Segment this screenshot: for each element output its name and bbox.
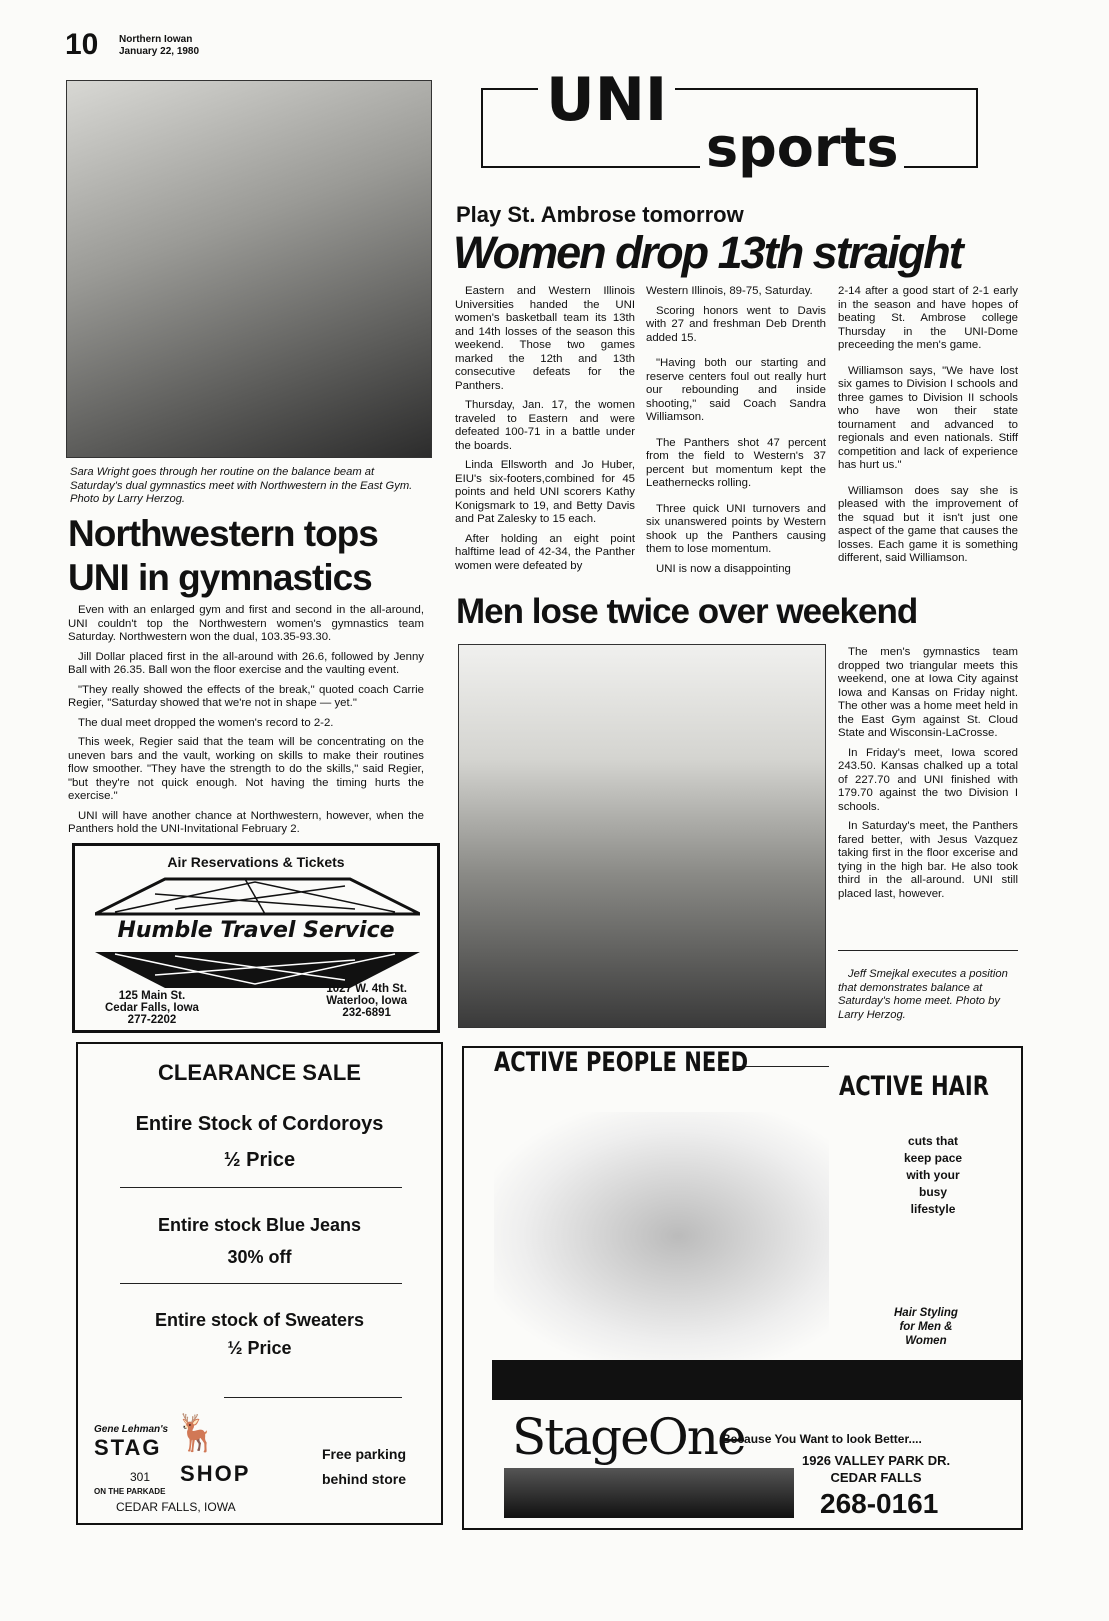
hair-ad: [462, 1046, 1023, 1530]
men-gymnast-photo: [458, 644, 826, 1028]
text: ½ Price: [223, 1149, 296, 1171]
text: Women: [905, 1335, 947, 1347]
storefront-illustration: [504, 1468, 794, 1518]
women-headline: Women drop 13th straight: [453, 227, 962, 278]
text: Entire Stock of Cordoroys: [135, 1113, 384, 1135]
hair-tagline: [904, 1133, 962, 1218]
text: UNI is now a disappointing: [656, 562, 791, 575]
gymnastics-headline: [68, 512, 378, 600]
text: with your: [906, 1168, 960, 1182]
women-col-3: [838, 285, 1018, 572]
clearance-item: [78, 1106, 441, 1178]
text: Linda Ellsworth and Jo Huber, EIU's six-footers,combined for 45 points and held UNI scorers Kathy Konigsmark to 19, and Betty Davis and Pat Zalesky to 15 each.: [455, 459, 635, 525]
hair-styling: [894, 1306, 958, 1348]
men-headline: Men lose twice over weekend: [456, 592, 918, 631]
text: 301: [130, 1470, 151, 1484]
text: In Friday's meet, Iowa scored 243.50. Kansas chalked up a total of 227.70 and UNI finished with 179.70 against the two Division I schools.: [838, 746, 1018, 813]
text: 125 Main St.: [118, 990, 186, 1002]
text: cuts that: [908, 1134, 959, 1148]
travel-ad-name: Humble Travel Service: [117, 918, 395, 943]
clearance-item: [78, 1306, 441, 1362]
hair-ad-line2: ACTIVE HAIR: [839, 1071, 989, 1102]
text: "Having both our starting and reserve centers foul out really hurt our rebounding and inside shooting," said Coach Sandra Williamson.: [646, 357, 826, 423]
paragraph: Even with an enlarged gym and first and second in the all-around, UNI couldn't top the Northwestern women's gymnastics team Saturday. Northwestern won the dual, 103.35-93.30.: [68, 604, 424, 643]
text: The Panthers shot 47 percent from the field to Western's 37 percent but momentum kept the Leathernecks rolling.: [646, 436, 826, 489]
gymnast-photo-caption: Sara Wright goes through her routine on the balance beam at Saturday's dual gymnastics meet with Northwestern in the East Gym. Photo by Larry Herzog.: [70, 466, 413, 505]
text: 277-2202: [127, 1014, 177, 1026]
travel-ad: [72, 843, 440, 1033]
text: 2-14 after a good start of 2-1 early in the season and have hopes of beating St. Ambrose college Thursday in the UNI-Dome preceeding the men's game.: [838, 285, 1018, 351]
stageone-logo: StageOne: [512, 1408, 745, 1466]
issue-date: January 22, 1980: [119, 46, 200, 57]
paragraph: Jill Dollar placed first in the all-around with 26.6, followed by Jenny Ball with 26.35. Ball won the floor exercise and the vaulting event.: [68, 650, 424, 676]
text: Entire stock of Sweaters: [154, 1310, 365, 1330]
text: Free parking: [322, 1446, 407, 1462]
hair-slogan: Because You Want to look Better....: [722, 1432, 922, 1446]
text: keep pace: [904, 1151, 963, 1165]
text: lifestyle: [910, 1202, 956, 1216]
text: for Men &: [899, 1321, 953, 1333]
hair-ad-line1: ACTIVE PEOPLE NEED: [494, 1047, 749, 1078]
text: Eastern and Western Illinois Universities handed the UNI women's basketball team its 13th and 14th losses of the season this weekend. Those two games marked the 12th and 13th consecutive defeats for the Panthers.: [455, 285, 635, 392]
text: SHOP: [180, 1461, 251, 1486]
travel-address-right: [326, 983, 407, 1019]
text: The men's gymnastics team dropped two triangular meets this weekend, one at Iowa City against Iowa and Kansas on Friday night. The other was a home meet held in the East Gym against St. Cloud State and Wisconsin-LaCrosse.: [838, 646, 1018, 739]
text: ON THE PARKADE: [94, 1487, 166, 1496]
gymnast-photo: [66, 80, 432, 458]
text: Cedar Falls, Iowa: [105, 1002, 199, 1014]
ornament-top: [95, 874, 420, 919]
paragraph: The dual meet dropped the women's record to 2-2.: [78, 716, 334, 729]
travel-ad-top: Air Reservations & Tickets: [167, 854, 345, 870]
paragraph: "They really showed the effects of the break," quoted coach Carrie Regier, "Saturday showed that we're not in shape — yet.": [68, 683, 424, 709]
text: ½ Price: [227, 1338, 292, 1358]
text: Hair Styling: [894, 1307, 958, 1319]
text: behind store: [322, 1471, 407, 1487]
text: In Saturday's meet, the Panthers fared better, with Jesus Vazquez taking first in the floor excerise and tying in the high bar. He also took third in the all-around. UNI still placed last, however.: [838, 820, 1018, 900]
text: CEDAR FALLS: [830, 1470, 922, 1485]
text: Scoring honors went to Davis with 27 and freshman Deb Drenth added 15.: [646, 304, 826, 344]
hair-phone: 268-0161: [820, 1488, 939, 1519]
clearance-item: [78, 1209, 441, 1273]
headline-line: UNI in gymnastics: [68, 557, 372, 598]
text: Entire stock Blue Jeans: [157, 1215, 362, 1235]
paper-name: Northern Iowan: [119, 34, 193, 45]
women-kicker: Play St. Ambrose tomorrow: [456, 202, 744, 227]
text: Waterloo, Iowa: [326, 995, 407, 1007]
text: 232-6891: [342, 1007, 391, 1019]
clearance-title: CLEARANCE SALE: [158, 1060, 361, 1085]
headline-line: Northwestern tops: [68, 513, 378, 554]
text: 30% off: [227, 1247, 292, 1267]
text: CEDAR FALLS, IOWA: [116, 1500, 236, 1514]
text: Gene Lehman's: [94, 1424, 169, 1435]
text: 1926 VALLEY PARK DR.: [802, 1453, 951, 1468]
women-col-1: [455, 285, 635, 579]
travel-address-left: [105, 990, 199, 1026]
parking-note: [322, 1442, 406, 1492]
gymnastics-article: [68, 604, 424, 843]
paragraph: UNI will have another chance at Northwestern, however, when the Panthers hold the UNI-Invitational February 2.: [68, 809, 424, 835]
logo-sports: sports: [700, 118, 904, 178]
page-number: 10: [65, 28, 99, 61]
text: Williamson does say she is pleased with the improvement of the squad but it isn't just one aspect of the game that causes the losses. Each game it is something different, said Williamson.: [838, 484, 1018, 564]
stag-shop-logo: [94, 1412, 274, 1522]
logo-uni: UNI: [538, 68, 675, 132]
text: Thursday, Jan. 17, the women traveled to Eastern and were defeated 100-71 in a battle under the boards.: [455, 399, 635, 452]
hair-address: [802, 1452, 950, 1486]
men-article: [838, 646, 1018, 907]
black-band: [492, 1360, 1022, 1400]
women-col-2: [646, 285, 826, 582]
paragraph: This week, Regier said that the team will be concentrating on the uneven bars and the vault, working on skills to make their routines flow smoother. "They have the strength to do the skills," said Regier, "but they're not quick enough. Not having the timing hurts the exercise.": [68, 736, 424, 802]
text: 1027 W. 4th St.: [326, 983, 407, 995]
text: STAG: [94, 1435, 162, 1460]
text: busy: [919, 1185, 948, 1199]
men-photo-caption: Jeff Smejkal executes a position that demonstrates balance at Saturday's home meet. Photo by Larry Herzog.: [838, 968, 1008, 1021]
text: After holding an eight point halftime lead of 42-34, the Panther women were defeated by: [455, 532, 635, 572]
text: Williamson says, "We have lost six games to Division I schools and three games to Division II schools who have won their state tournament and advanced to regionals and even nationals. Stiff competition and lack of experience has hurt us.": [838, 364, 1018, 471]
deer-icon: 🦌: [174, 1412, 219, 1453]
masthead: [119, 34, 199, 58]
clearance-ad: [76, 1042, 443, 1525]
text: Western Illinois, 89-75, Saturday.: [646, 285, 813, 297]
cyclists-illustration: [494, 1112, 829, 1360]
text: Three quick UNI turnovers and six unanswered points by Western shook up the Panthers causing them to lose momentum.: [646, 502, 826, 555]
